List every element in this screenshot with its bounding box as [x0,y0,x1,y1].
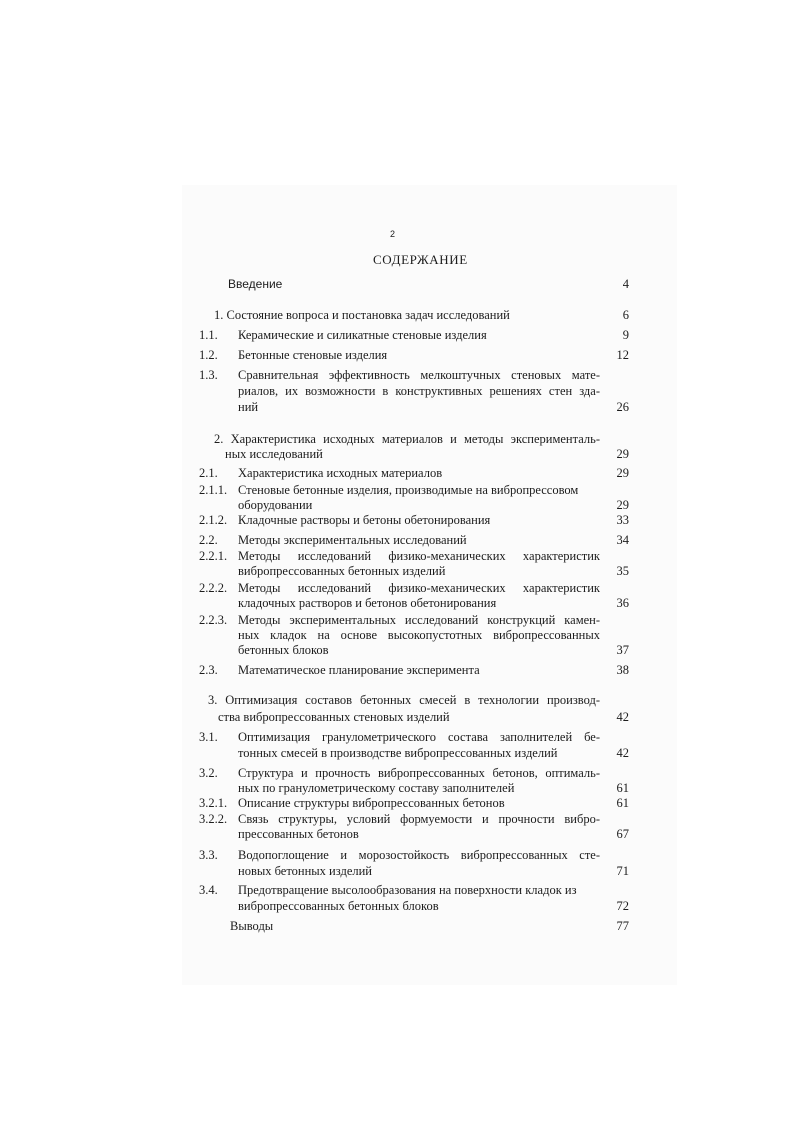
toc-entry-number: 3.2.2. [199,812,228,826]
toc-entry-text: прессованных бетонов [238,827,359,841]
toc-page-number: 6 [622,308,629,322]
toc-entry-text: бетонных блоков [238,643,329,657]
toc-entry-text: Математическое планирование эксперимента [238,663,480,677]
toc-entry-number: 2.2. [199,533,218,547]
toc-entry-number: 3.1. [199,730,218,744]
toc-entry-text: риалов, их возможности в конструктивных решениях стен зда- [238,384,600,398]
toc-page-number: 67 [616,827,629,841]
toc-page-number: 34 [616,533,629,547]
toc-page-number: 29 [616,466,629,480]
toc-entry-text: Описание структуры вибропрессованных бетонов [238,796,505,810]
toc-entry-text: кладочных растворов и бетонов обетонирования [238,596,497,610]
toc-section-3: 3. Оптимизация составов бетонных смесей в технологии производ- [208,693,600,707]
toc-entry-text: новых бетонных изделий [238,864,372,878]
toc-entry-number: 2.2.3. [199,613,228,627]
toc-entry-text: Бетонные стеновые изделия [238,348,388,362]
toc-entry-text: Методы исследований физико-механических характеристик [238,549,600,563]
toc-page-number: 77 [616,919,629,933]
toc-section-2-continued: ных исследований [225,447,323,461]
toc-entry-number: 3.3. [199,848,218,862]
toc-entry-text: Стеновые бетонные изделия, производимые на вибропрессовом [238,483,579,497]
page-number: 2 [390,229,396,239]
toc-entry-text: Сравнительная эффективность мелкоштучных стеновых мате- [238,368,600,382]
toc-page-number: 42 [616,746,629,760]
toc-page-number: 61 [616,781,629,795]
toc-page-number: 29 [616,447,629,461]
toc-page-number: 9 [622,328,629,342]
toc-section-3-continued: ства вибропрессованных стеновых изделий [218,710,450,724]
toc-page-number: 38 [616,663,629,677]
toc-entry-conclusions: Выводы [230,919,274,933]
toc-page-number: 26 [616,400,629,414]
toc-entry-number: 1.1. [199,328,218,342]
toc-entry-text: ных кладок на основе высокопустотных вибропрессованных [238,628,600,642]
toc-entry-number: 2.1.2. [199,513,228,527]
toc-entry-text: Структура и прочность вибропрессованных бетонов, оптималь- [238,766,600,780]
toc-page-number: 4 [622,277,629,291]
toc-entry-text: Кладочные растворы и бетоны обетонирования [238,513,491,527]
toc-entry-number: 2.2.1. [199,549,228,563]
toc-entry-number: 2.1.1. [199,483,228,497]
toc-entry-intro: Введение [228,277,283,291]
toc-entry-number: 3.2. [199,766,218,780]
toc-entry-number: 1.2. [199,348,218,362]
toc-page-number: 37 [616,643,629,657]
toc-entry-text: Методы экспериментальных исследований [238,533,467,547]
toc-section-2: 2. Характеристика исходных материалов и методы эксперименталь- [214,432,600,446]
toc-page-number: 42 [616,710,629,724]
toc-entry-number: 3.4. [199,883,218,897]
toc-entry-text: Оптимизация гранулометрического состава заполнителей бе- [238,730,600,744]
toc-entry-text: Характеристика исходных материалов [238,466,443,480]
toc-entry-text: Методы экспериментальных исследований конструкций камен- [238,613,600,627]
toc-entry-number: 2.1. [199,466,218,480]
toc-page-number: 72 [616,899,629,913]
toc-entry-text: вибропрессованных бетонных блоков [238,899,439,913]
toc-entry-text: ний [238,400,259,414]
toc-entry-text: Керамические и силикатные стеновые изделия [238,328,487,342]
toc-page-number: 12 [616,348,629,362]
page-title: СОДЕРЖАНИЕ [373,252,468,267]
toc-page-number: 33 [616,513,629,527]
toc-page-number: 61 [616,796,629,810]
toc-entry-number: 2.2.2. [199,581,228,595]
toc-page-number: 71 [616,864,629,878]
toc-entry-text: оборудовании [238,498,313,512]
toc-page-number: 35 [616,564,629,578]
toc-page-number: 36 [616,596,629,610]
toc-entry-text: ных по гранулометрическому составу заполнителей [238,781,515,795]
toc-entry-text: Связь структуры, условий формуемости и прочности вибро- [238,812,600,826]
toc-entry-number: 3.2.1. [199,796,228,810]
toc-entry-number: 2.3. [199,663,218,677]
toc-entry-text: Методы исследований физико-механических характеристик [238,581,600,595]
toc-entry-text: Водопоглощение и морозостойкость вибропрессованных сте- [238,848,600,862]
toc-section-1: 1. Состояние вопроса и постановка задач исследований [214,308,510,322]
toc-entry-text: Предотвращение высолообразования на поверхности кладок из [238,883,577,897]
toc-entry-number: 1.3. [199,368,218,382]
toc-page-number: 29 [616,498,629,512]
toc-entry-text: тонных смесей в производстве вибропрессованных изделий [238,746,558,760]
toc-entry-text: вибропрессованных бетонных изделий [238,564,446,578]
